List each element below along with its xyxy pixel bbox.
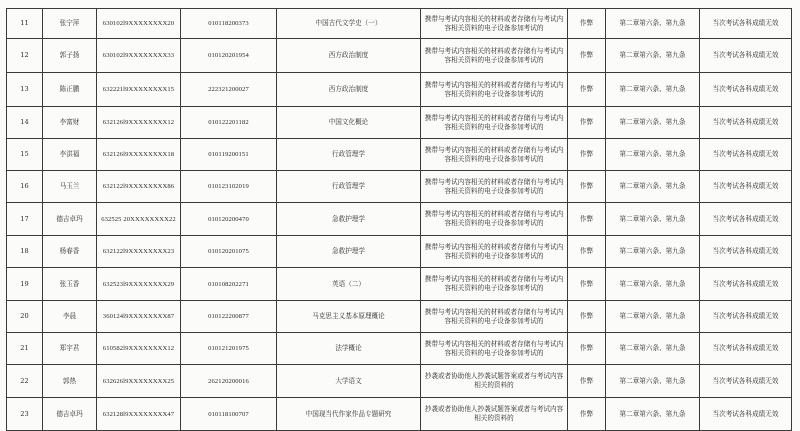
id-number-cell: 632126l9XXXXXXXX18	[97, 139, 181, 171]
id-number-cell: 630102l9XXXXXXXX33	[97, 39, 181, 73]
candidate-name-cell: 德吉卓玛	[43, 398, 97, 431]
candidate-name-cell: 李晨	[43, 301, 97, 333]
admission-ticket-cell: 010119200151	[181, 139, 277, 171]
violation-description-cell: 携带与考试内容相关的材料或者存储有与考试内容相关资料的电子设备参加考试的	[421, 333, 568, 365]
row-number-cell: 12	[7, 39, 43, 73]
violation-category-cell: 作弊	[568, 365, 606, 398]
course-name-cell: 英语（二）	[277, 268, 421, 301]
penalty-result-cell: 当次考试各科成绩无效	[700, 203, 792, 236]
regulation-clause-cell: 第二章第六条、第九条	[606, 365, 700, 398]
candidate-name-cell: 郑宇君	[43, 333, 97, 365]
violation-category-cell: 作弊	[568, 39, 606, 73]
violation-category-cell: 作弊	[568, 268, 606, 301]
penalty-result-cell: 当次考试各科成绩无效	[700, 268, 792, 301]
table-row	[7, 398, 792, 431]
penalty-result-cell: 当次考试各科成绩无效	[700, 236, 792, 268]
violation-category-cell: 作弊	[568, 236, 606, 268]
violation-category-cell: 作弊	[568, 301, 606, 333]
violation-description-cell: 携带与考试内容相关的材料或者存储有与考试内容相关资料的电子设备参加考试的	[421, 9, 568, 39]
row-number-cell: 13	[7, 73, 43, 107]
row-number-cell: 21	[7, 333, 43, 365]
admission-ticket-cell: 010122200877	[181, 301, 277, 333]
table-row	[7, 268, 792, 301]
admission-ticket-cell: 010120201075	[181, 236, 277, 268]
candidate-name-cell: 李洪福	[43, 139, 97, 171]
course-name-cell: 急救护理学	[277, 203, 421, 236]
penalty-result-cell: 当次考试各科成绩无效	[700, 398, 792, 431]
penalty-result-cell: 当次考试各科成绩无效	[700, 139, 792, 171]
regulation-clause-cell: 第二章第六条、第九条	[606, 171, 700, 203]
penalty-result-cell: 当次考试各科成绩无效	[700, 107, 792, 139]
candidate-name-cell: 马玉兰	[43, 171, 97, 203]
violation-description-cell: 携带与考试内容相关的材料或者存储有与考试内容相关资料的电子设备参加考试的	[421, 236, 568, 268]
violation-description-cell: 携带与考试内容相关的材料或者存储有与考试内容相关资料的电子设备参加考试的	[421, 107, 568, 139]
regulation-clause-cell: 第二章第六条、第九条	[606, 333, 700, 365]
course-name-cell: 西方政治制度	[277, 39, 421, 73]
table-row	[7, 171, 792, 203]
penalty-result-cell: 当次考试各科成绩无效	[700, 301, 792, 333]
admission-ticket-cell: 010118100707	[181, 398, 277, 431]
course-name-cell: 中国文化概论	[277, 107, 421, 139]
violation-category-cell: 作弊	[568, 203, 606, 236]
penalty-result-cell: 当次考试各科成绩无效	[700, 73, 792, 107]
table-row	[7, 107, 792, 139]
admission-ticket-cell: 010120201954	[181, 39, 277, 73]
violation-description-cell: 携带与考试内容相关的材料或者存储有与考试内容相关资料的电子设备参加考试的	[421, 171, 568, 203]
admission-ticket-cell: 010122201182	[181, 107, 277, 139]
violation-description-cell: 携带与考试内容相关的材料或者存储有与考试内容相关资料的电子设备参加考试的	[421, 268, 568, 301]
admission-ticket-cell: 010123102019	[181, 171, 277, 203]
id-number-cell: 630102l9XXXXXXXX20	[97, 9, 181, 39]
course-name-cell: 法学概论	[277, 333, 421, 365]
violation-category-cell: 作弊	[568, 398, 606, 431]
candidate-name-cell: 李富财	[43, 107, 97, 139]
id-number-cell: 632126l9XXXXXXXX12	[97, 107, 181, 139]
course-name-cell: 行政管理学	[277, 139, 421, 171]
course-name-cell: 马克思主义基本原理概论	[277, 301, 421, 333]
penalty-result-cell: 当次考试各科成绩无效	[700, 333, 792, 365]
violation-description-cell: 携带与考试内容相关的材料或者存储有与考试内容相关资料的电子设备参加考试的	[421, 139, 568, 171]
admission-ticket-cell: 010108202271	[181, 268, 277, 301]
regulation-clause-cell: 第二章第六条、第九条	[606, 9, 700, 39]
id-number-cell: 632221l9XXXXXXXX15	[97, 73, 181, 107]
row-number-cell: 11	[7, 9, 43, 39]
table-row	[7, 9, 792, 39]
id-number-cell: 610582l9XXXXXXXX12	[97, 333, 181, 365]
id-number-cell: 360124l9XXXXXXXX87	[97, 301, 181, 333]
regulation-clause-cell: 第二章第六条、第九条	[606, 107, 700, 139]
violation-description-cell: 携带与考试内容相关的材料或者存储有与考试内容相关资料的电子设备参加考试的	[421, 301, 568, 333]
course-name-cell: 行政管理学	[277, 171, 421, 203]
regulation-clause-cell: 第二章第六条、第九条	[606, 398, 700, 431]
violation-records-table	[6, 8, 792, 431]
admission-ticket-cell: 222321200027	[181, 73, 277, 107]
id-number-cell: 632122l9XXXXXXXX86	[97, 171, 181, 203]
violation-category-cell: 作弊	[568, 333, 606, 365]
admission-ticket-cell: 010120200470	[181, 203, 277, 236]
violation-description-cell: 抄袭或者协助他人抄袭试题答案或者与考试内容相关的资料的	[421, 365, 568, 398]
course-name-cell: 大学语文	[277, 365, 421, 398]
penalty-result-cell: 当次考试各科成绩无效	[700, 365, 792, 398]
row-number-cell: 17	[7, 203, 43, 236]
course-name-cell: 中国现当代作家作品专题研究	[277, 398, 421, 431]
table-row	[7, 203, 792, 236]
row-number-cell: 14	[7, 107, 43, 139]
candidate-name-cell: 张玉香	[43, 268, 97, 301]
row-number-cell: 16	[7, 171, 43, 203]
table-row	[7, 333, 792, 365]
violation-description-cell: 抄袭或者协助他人抄袭试题答案或者与考试内容相关的资料的	[421, 398, 568, 431]
admission-ticket-cell: 262120200016	[181, 365, 277, 398]
admission-ticket-cell: 010118200373	[181, 9, 277, 39]
id-number-cell: 632523l9XXXXXXXX29	[97, 268, 181, 301]
violation-category-cell: 作弊	[568, 73, 606, 107]
violation-category-cell: 作弊	[568, 139, 606, 171]
id-number-cell: 632122l9XXXXXXXX23	[97, 236, 181, 268]
penalty-result-cell: 当次考试各科成绩无效	[700, 9, 792, 39]
regulation-clause-cell: 第二章第六条、第九条	[606, 236, 700, 268]
table-body	[7, 9, 792, 431]
row-number-cell: 18	[7, 236, 43, 268]
violation-description-cell: 携带与考试内容相关的材料或者存储有与考试内容相关资料的电子设备参加考试的	[421, 203, 568, 236]
table-row	[7, 73, 792, 107]
penalty-result-cell: 当次考试各科成绩无效	[700, 171, 792, 203]
candidate-name-cell: 杨春香	[43, 236, 97, 268]
regulation-clause-cell: 第二章第六条、第九条	[606, 268, 700, 301]
table-row	[7, 365, 792, 398]
table-row	[7, 39, 792, 73]
row-number-cell: 22	[7, 365, 43, 398]
violation-category-cell: 作弊	[568, 107, 606, 139]
row-number-cell: 20	[7, 301, 43, 333]
candidate-name-cell: 张宁萍	[43, 9, 97, 39]
course-name-cell: 急救护理学	[277, 236, 421, 268]
candidate-name-cell: 郭子扬	[43, 39, 97, 73]
violation-description-cell: 携带与考试内容相关的材料或者存储有与考试内容相关资料的电子设备参加考试的	[421, 39, 568, 73]
candidate-name-cell: 郭热	[43, 365, 97, 398]
row-number-cell: 15	[7, 139, 43, 171]
table-row	[7, 301, 792, 333]
regulation-clause-cell: 第二章第六条、第九条	[606, 203, 700, 236]
course-name-cell: 西方政治制度	[277, 73, 421, 107]
id-number-cell: 632525 20XXXXXXXX22	[97, 203, 181, 236]
course-name-cell: 中国古代文学史（一）	[277, 9, 421, 39]
row-number-cell: 19	[7, 268, 43, 301]
regulation-clause-cell: 第二章第六条、第九条	[606, 73, 700, 107]
regulation-clause-cell: 第二章第六条、第九条	[606, 139, 700, 171]
row-number-cell: 23	[7, 398, 43, 431]
regulation-clause-cell: 第二章第六条、第九条	[606, 301, 700, 333]
violation-description-cell: 携带与考试内容相关的材料或者存储有与考试内容相关资料的电子设备参加考试的	[421, 73, 568, 107]
admission-ticket-cell: 010121201975	[181, 333, 277, 365]
candidate-name-cell: 陈正鹏	[43, 73, 97, 107]
table-row	[7, 236, 792, 268]
violation-category-cell: 作弊	[568, 9, 606, 39]
violation-category-cell: 作弊	[568, 171, 606, 203]
candidate-name-cell: 德吉卓玛	[43, 203, 97, 236]
table-row	[7, 139, 792, 171]
penalty-result-cell: 当次考试各科成绩无效	[700, 39, 792, 73]
id-number-cell: 632128l9XXXXXXXX47	[97, 398, 181, 431]
regulation-clause-cell: 第二章第六条、第九条	[606, 39, 700, 73]
id-number-cell: 632626l9XXXXXXXX25	[97, 365, 181, 398]
